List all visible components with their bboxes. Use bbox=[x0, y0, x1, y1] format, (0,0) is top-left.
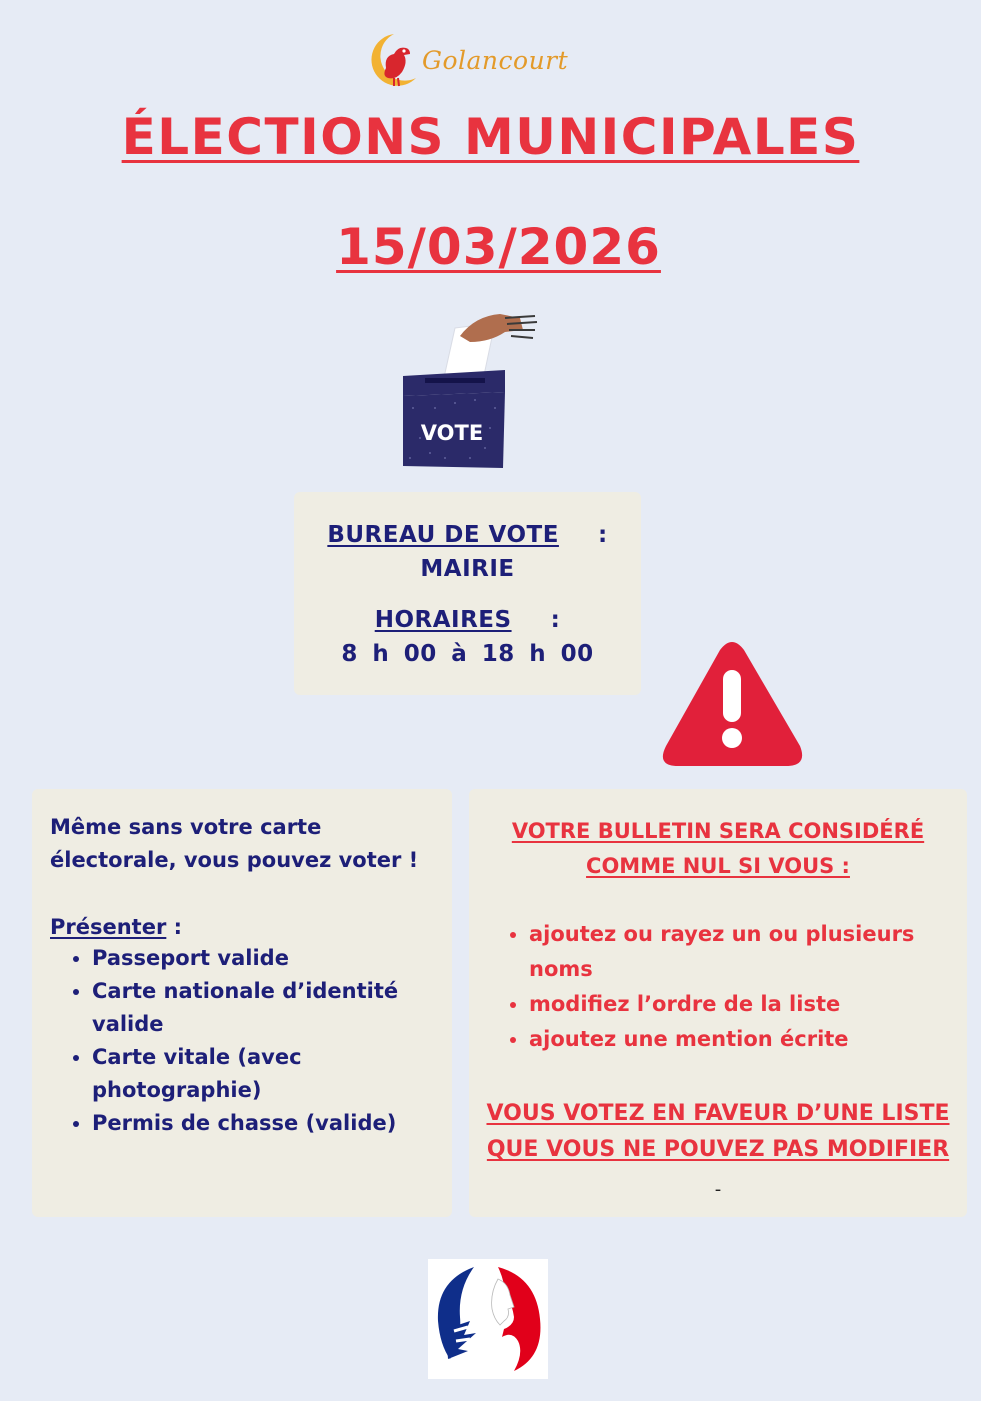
documents-list bbox=[70, 942, 462, 1140]
golancourt-logo bbox=[364, 28, 579, 98]
logo-text: Golancourt bbox=[422, 46, 569, 75]
list-item: • Permis de chasse (valide) bbox=[92, 1107, 462, 1140]
list-footer-line-1: VOUS VOTEZ EN FAVEUR D’UNE LISTE bbox=[486, 1101, 950, 1126]
list-footer-line-2: QUE VOUS NE POUVEZ PAS MODIFIER bbox=[486, 1137, 950, 1162]
horaires-value: 8 h 00 à 18 h 00 bbox=[341, 641, 594, 667]
bureau-separator: : bbox=[597, 522, 608, 548]
ballot-box-icon bbox=[395, 308, 545, 473]
null-reasons-list bbox=[509, 917, 969, 1057]
null-ballot-box bbox=[469, 789, 967, 1217]
marianne-logo bbox=[428, 1259, 548, 1379]
list-item: • ajoutez ou rayez un ou plusieurs noms bbox=[529, 917, 969, 987]
list-item: • Carte nationale d’identité valide bbox=[92, 975, 462, 1041]
list-item: • modifiez l’ordre de la liste bbox=[529, 987, 969, 1022]
election-date: 15/03/2026 bbox=[336, 218, 661, 276]
marianne-icon bbox=[428, 1259, 548, 1379]
present-separator: : bbox=[166, 915, 183, 939]
crescent-bird-icon bbox=[364, 28, 426, 98]
warning-icon bbox=[660, 638, 805, 770]
horaires-separator: : bbox=[550, 607, 561, 633]
horaires-line bbox=[294, 607, 641, 633]
list-item: • ajoutez une mention écrite bbox=[529, 1022, 969, 1057]
list-item: • Passeport valide bbox=[92, 942, 462, 975]
present-heading bbox=[50, 911, 445, 944]
identity-documents-box bbox=[32, 789, 452, 1217]
polling-info-box bbox=[294, 492, 641, 695]
bureau-value: MAIRIE bbox=[420, 556, 515, 582]
trailing-dash: - bbox=[714, 1179, 722, 1200]
ballot-label: VOTE bbox=[420, 421, 484, 445]
bureau-label: BUREAU DE VOTE bbox=[327, 522, 559, 548]
ballot-box-illustration bbox=[395, 308, 545, 473]
horaires-label: HORAIRES bbox=[374, 607, 512, 633]
list-item: • Carte vitale (avec photographie) bbox=[92, 1041, 462, 1107]
null-heading-line-1: VOTRE BULLETIN SERA CONSIDÉRÉ bbox=[511, 819, 925, 843]
bureau-line bbox=[294, 522, 641, 548]
page-title: ÉLECTIONS MUNICIPALES bbox=[121, 108, 860, 166]
intro-line-2: électorale, vous pouvez voter ! bbox=[50, 848, 419, 872]
intro-line-1: Même sans votre carte bbox=[50, 815, 322, 839]
present-label: Présenter bbox=[50, 915, 167, 939]
null-heading-line-2: COMME NUL SI VOUS : bbox=[586, 854, 850, 878]
